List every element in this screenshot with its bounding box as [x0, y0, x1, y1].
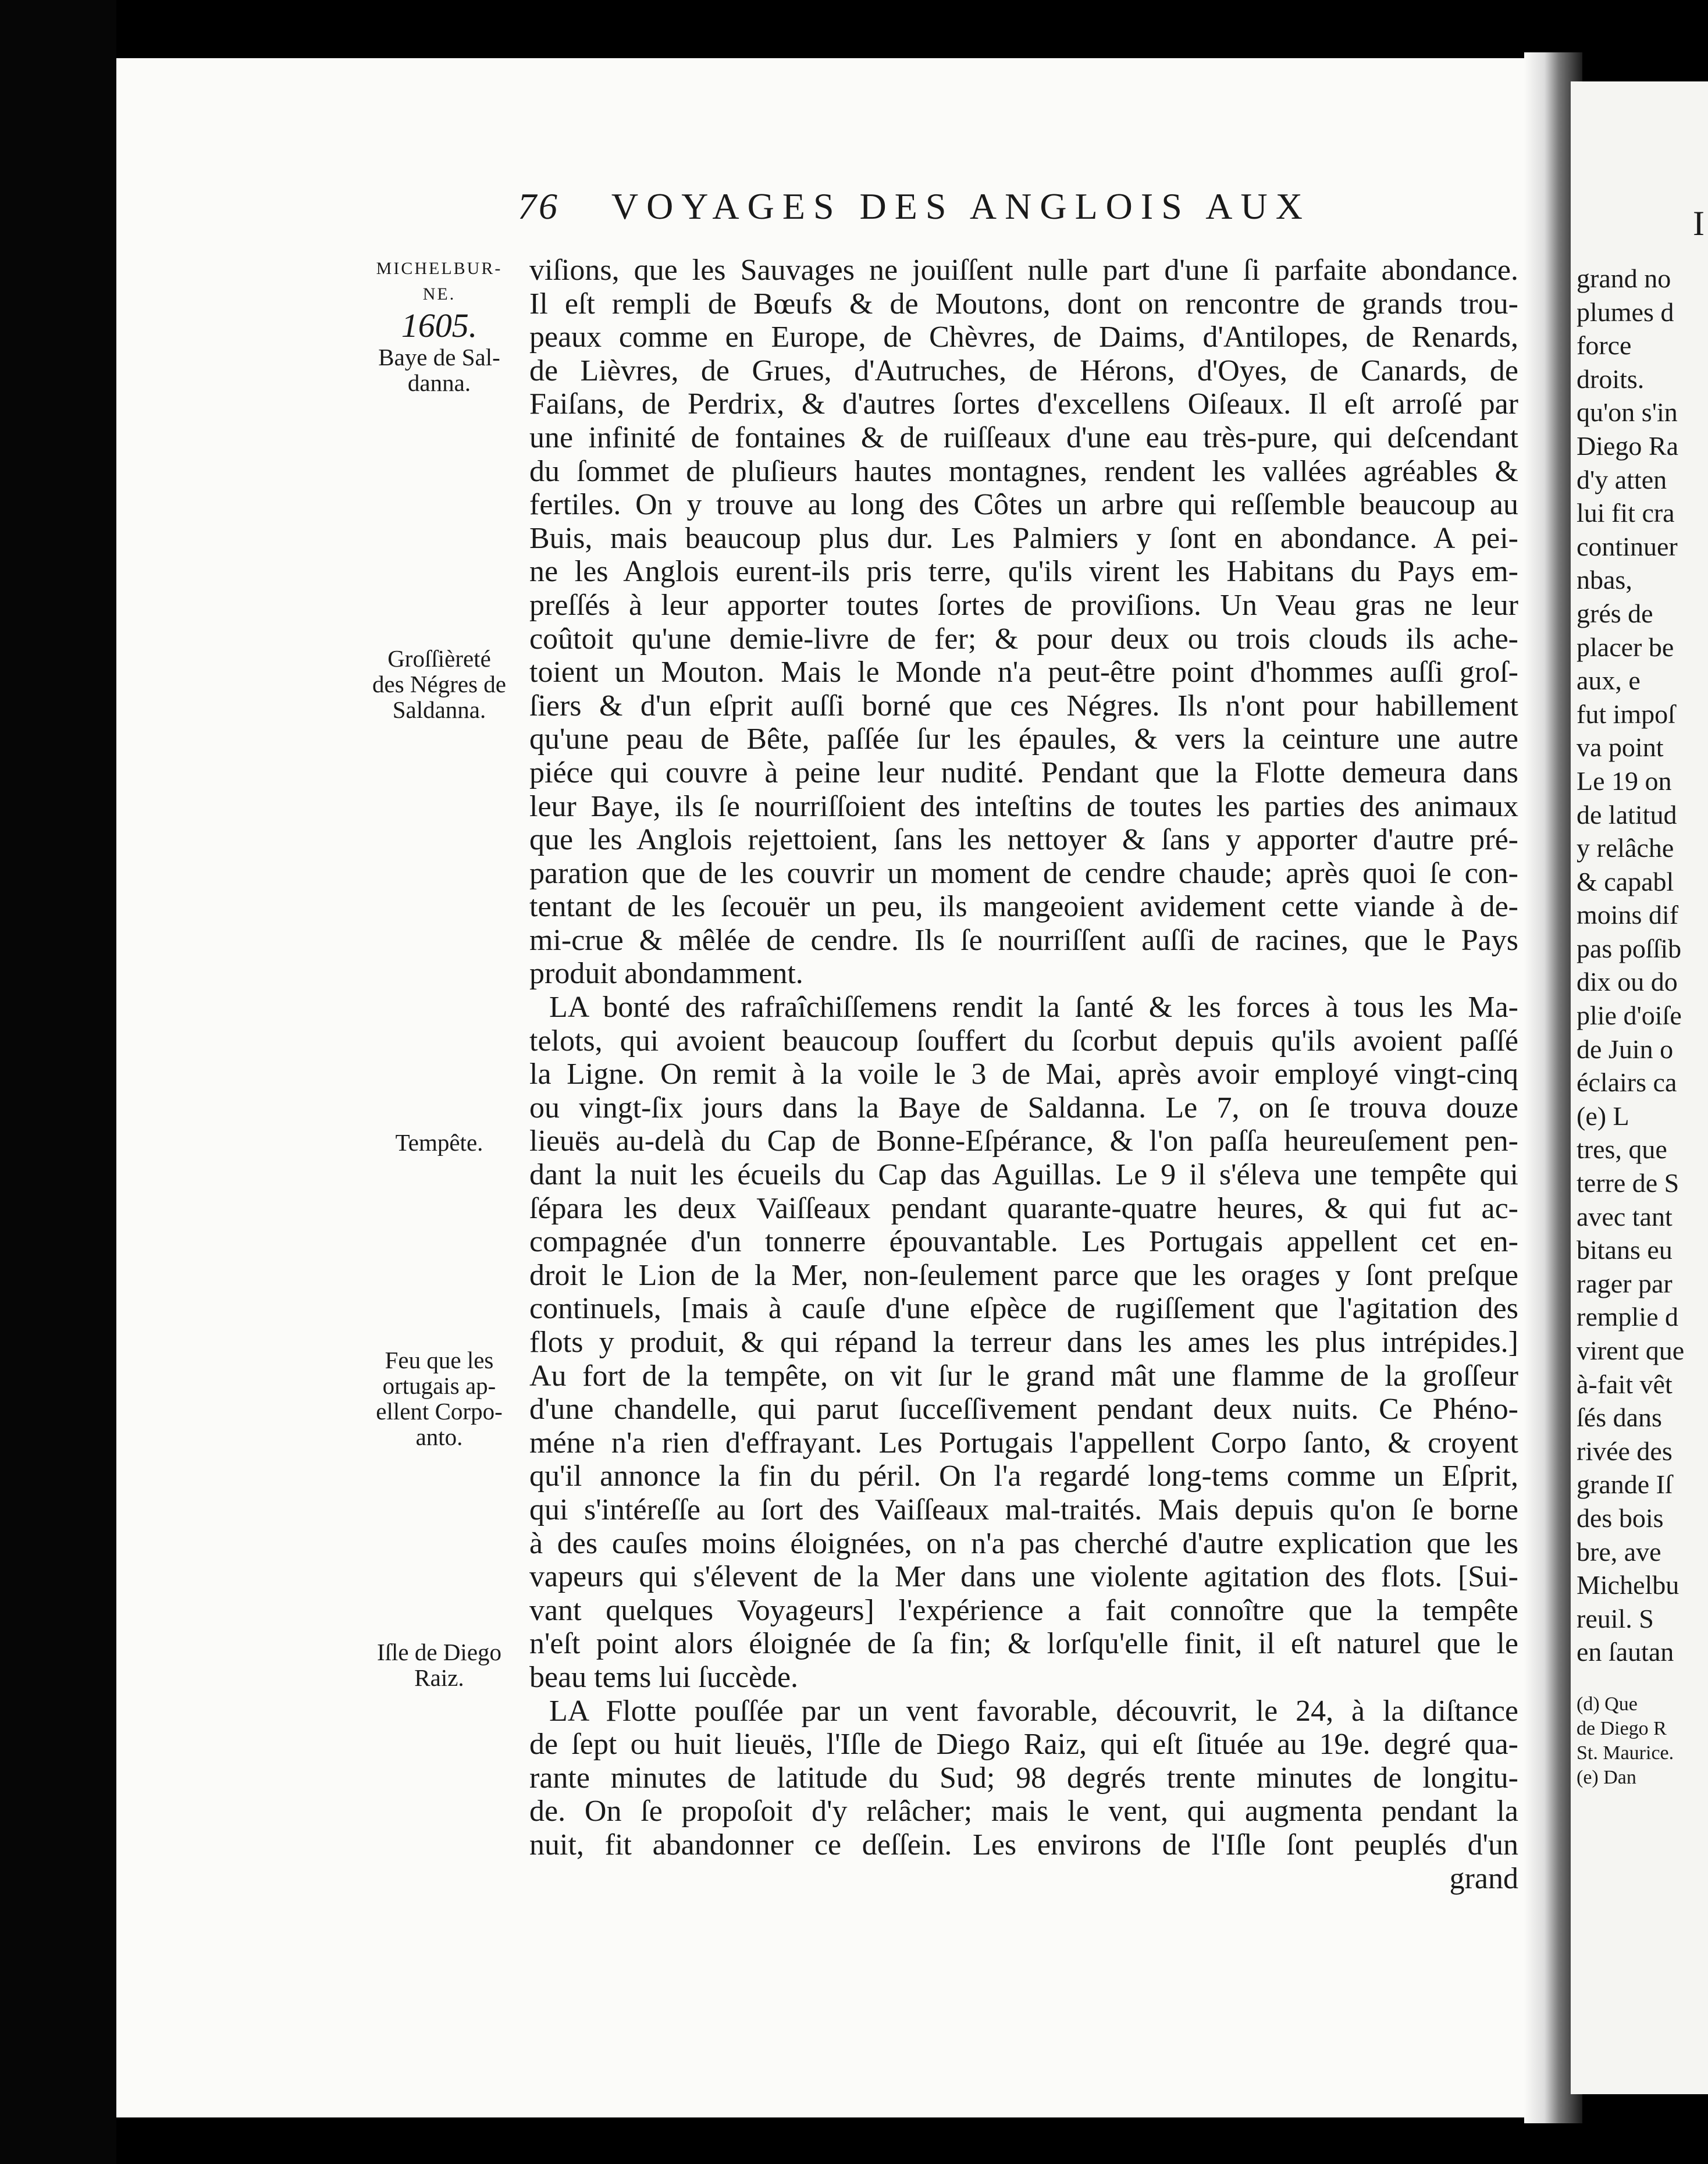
- facing-text-line: qu'on s'in: [1577, 397, 1678, 428]
- text-line: qu'il annonce la fin du péril. On l'a regardé long-tems comme un Eſprit,: [529, 1460, 1518, 1493]
- text-line: à des cauſes moins éloignées, on n'a pas cherché d'autre explication que les: [529, 1526, 1518, 1560]
- text-line: mi-crue & mêlée de cendre. Ils ſe nourriſſent auſſi de racines, que le Pays: [529, 923, 1518, 957]
- facing-page: [1571, 81, 1708, 2094]
- sidenote-line: ortugais ap-: [382, 1372, 496, 1399]
- facing-text-line: bre, ave: [1577, 1536, 1661, 1567]
- facing-text-line: Le 19 on: [1577, 766, 1672, 796]
- text-line: Au fort de la tempête, on vit ſur le grand mât une flamme de la groſſeur: [529, 1359, 1518, 1393]
- facing-text-line: force: [1577, 330, 1632, 361]
- text-line: piéce qui couvre à peine leur nudité. Pendant que la Flotte demeura dans: [529, 756, 1518, 789]
- sidenote-line: Raiz.: [414, 1664, 464, 1691]
- text-line: paration que de les couvrir un moment de cendre chaude; après quoi ſe con-: [529, 856, 1518, 890]
- text-line: du ſommet de pluſieurs hautes montagnes, rendent les vallées agréables &: [529, 454, 1518, 488]
- facing-footnote-line: St. Maurice.: [1577, 1742, 1674, 1764]
- text-line: dant la nuit les écueils du Cap das Aguillas. Le 9 il s'éleva une tempête qui: [529, 1158, 1518, 1192]
- text-line: Buis, mais beaucoup plus dur. Les Palmiers y ſont en abondance. A pei-: [529, 521, 1518, 555]
- text-line: preſſés à leur apporter toutes ſortes de proviſions. Un Veau gras ne leur: [529, 588, 1518, 622]
- facing-text-line: Michelbu: [1577, 1570, 1679, 1600]
- sidenote-line: Saldanna.: [392, 696, 486, 723]
- text-line: fertiles. On y trouve au long des Côtes un arbre qui reſſemble beaucoup au: [529, 488, 1518, 522]
- text-line: grand: [1449, 1862, 1518, 1895]
- text-line: coûtoit qu'une demie-livre de fer; & pour deux ou trois clouds ils ache-: [529, 622, 1518, 656]
- sidenote-year: 1605.: [401, 307, 478, 344]
- text-line: ſépara les deux Vaiſſeaux pendant quarante-quatre heures, & qui fut ac-: [529, 1191, 1518, 1225]
- sidenote-line: Feu que les: [385, 1347, 494, 1373]
- text-line: vapeurs qui s'élevent de la Mer dans une violente agitation des flots. [Sui-: [529, 1560, 1518, 1594]
- facing-text-line: virent que: [1577, 1336, 1685, 1365]
- facing-text-line: tres, que: [1577, 1134, 1667, 1165]
- text-line: LA Flotte pouſſée par un vent favorable, découvrit, le 24, à la diſtance: [549, 1694, 1518, 1728]
- sidenote-line: danna.: [407, 369, 471, 396]
- text-line: Il eſt rempli de Bœufs & de Moutons, dont on rencontre de grands trou-: [529, 287, 1518, 321]
- facing-text-line: dix ou do: [1577, 967, 1678, 997]
- scan-border: [0, 0, 116, 2164]
- text-line: de Lièvres, de Grues, d'Autruches, de Hérons, d'Oyes, de Canards, de: [529, 354, 1518, 387]
- facing-text-line: des bois: [1577, 1503, 1664, 1533]
- text-line: leur Baye, ils ſe nourriſſoient des inteſtins de toutes les parties des animaux: [529, 789, 1518, 823]
- sidenote-corpo-santo: [343, 1347, 535, 1450]
- facing-text-line: droits.: [1577, 364, 1645, 394]
- sidenote-grossierete: [343, 646, 535, 722]
- text-line: continuels, [mais à cauſe d'une eſpèce de rugiſſement que l'agitation des: [529, 1292, 1518, 1326]
- text-line: viſions, que les Sauvages ne jouiſſent nulle part d'une ſi parfaite abondance.: [529, 254, 1518, 287]
- sidenote-line: Groſſièreté: [387, 645, 491, 672]
- facing-text-line: terre de S: [1577, 1168, 1679, 1198]
- text-line: LA bonté des rafraîchiſſemens rendit la ſanté & les forces à tous les Ma-: [549, 991, 1518, 1024]
- facing-text-line: nbas,: [1577, 565, 1632, 595]
- facing-text-line: Diego Ra: [1577, 430, 1679, 461]
- facing-text-line: reuil. S: [1577, 1603, 1654, 1633]
- text-line: flots y produit, & qui répand la terreur dans les ames les plus intrépides.]: [529, 1326, 1518, 1359]
- facing-text-line: avec tant: [1577, 1201, 1673, 1232]
- text-line: toient un Mouton. Mais le Monde n'a peut-être point d'hommes auſſi groſ-: [529, 656, 1518, 689]
- text-line: nuit, fit abandonner ce deſſein. Les environs de l'Iſle ſont peuplés d'un: [529, 1828, 1518, 1862]
- facing-text-line: & capabl: [1577, 866, 1674, 896]
- text-line: que les Anglois rejettoient, ſans les nettoyer & ſans y apporter d'autre pré-: [529, 823, 1518, 857]
- sidenote-tempete: [343, 1130, 535, 1155]
- body-text: [529, 254, 1518, 1895]
- running-title: VOYAGES DES ANGLOIS AUX: [611, 186, 1311, 227]
- text-line: Faiſans, de Perdrix, & d'autres ſortes d'excellens Oiſeaux. Il eſt arroſé par: [529, 387, 1518, 421]
- text-line: beau tems lui ſuccède.: [529, 1660, 799, 1694]
- text-line: d'une chandelle, qui parut ſucceſſivement pendant deux nuits. Ce Phéno-: [529, 1393, 1518, 1426]
- text-line: une infinité de fontaines & de ruiſſeaux d'une eau très-pure, qui deſcendant: [529, 421, 1518, 454]
- text-line: produit abondamment.: [529, 957, 803, 991]
- facing-text-line: ſés dans: [1577, 1403, 1662, 1433]
- facing-text-line: placer be: [1577, 632, 1674, 662]
- facing-text-line: éclairs ca: [1577, 1067, 1677, 1098]
- facing-text-line: continuer: [1577, 531, 1678, 561]
- facing-text-line: grande Iſ: [1577, 1469, 1673, 1500]
- facing-text-line: d'y atten: [1577, 464, 1667, 494]
- running-header: [518, 185, 1425, 237]
- text-line: ne les Anglois eurent-ils pris terre, qu'ils virent les Habitans du Pays em-: [529, 555, 1518, 589]
- text-line: droit le Lion de la Mer, non-ſeulement parce que les orages y ſont preſque: [529, 1258, 1518, 1292]
- sidenote-line: NE.: [422, 284, 456, 304]
- text-line: ou vingt-ſix jours dans la Baye de Saldanna. Le 7, on ſe trouva douze: [529, 1091, 1518, 1124]
- facing-footnote-line: (e) Dan: [1577, 1766, 1636, 1788]
- facing-text-line: plie d'oiſe: [1577, 1001, 1682, 1031]
- facing-text-line: pas poſſib: [1577, 933, 1682, 963]
- text-line: telots, qui avoient beaucoup ſouffert du ſcorbut depuis qu'ils avoient paſſé: [529, 1024, 1518, 1058]
- facing-text-line: de Juin o: [1577, 1034, 1674, 1064]
- sidenote-line: Tempête.: [395, 1129, 483, 1156]
- facing-page-lines: [1577, 262, 1708, 1790]
- facing-text-line: (e) L: [1577, 1101, 1629, 1131]
- facing-text-line: remplie d: [1577, 1302, 1678, 1332]
- sidenote-line: Iſle de Diego: [376, 1639, 502, 1665]
- facing-text-line: y relâche: [1577, 833, 1674, 863]
- sidenote-line: ellent Corpo-: [376, 1398, 503, 1425]
- facing-text-line: grand no: [1577, 264, 1671, 293]
- text-line: compagnée d'un tonnerre épouvantable. Les Portugais appellent cet en-: [529, 1225, 1518, 1259]
- facing-text-line: grés de: [1577, 598, 1653, 628]
- page-number: 76: [518, 186, 560, 227]
- facing-text-line: rivée des: [1577, 1436, 1673, 1466]
- sidenote-line: anto.: [415, 1423, 463, 1450]
- facing-text-line: bitans eu: [1577, 1235, 1673, 1265]
- facing-footnote-line: de Diego R: [1577, 1717, 1667, 1739]
- footnote-gap: [1577, 1669, 1708, 1692]
- text-line: peaux comme en Europe, de Chèvres, de Daims, d'Antilopes, de Renards,: [529, 321, 1518, 354]
- facing-text-line: plumes d: [1577, 297, 1674, 327]
- text-line: rante minutes de latitude du Sud; 98 degrés trente minutes de longitu-: [529, 1761, 1518, 1795]
- text-line: de ſept ou huit lieuës, l'Iſle de Diego Raiz, qui eſt ſituée au 19e. degré qua-: [529, 1728, 1518, 1761]
- facing-text-line: aux, e: [1577, 665, 1641, 696]
- text-line: n'eſt point alors éloignée de ſa fin; & lorſqu'elle finit, il eſt naturel que le: [529, 1627, 1518, 1661]
- sidenote-diego-raiz: [343, 1639, 535, 1690]
- facing-text-line: rager par: [1577, 1268, 1673, 1298]
- sidenote-line: MICHELBUR-: [376, 259, 503, 278]
- text-line: lieuës au-delà du Cap de Bonne-Eſpérance, & l'on paſſa heureuſement pen-: [529, 1124, 1518, 1158]
- facing-text-line: lui fit cra: [1577, 498, 1675, 528]
- facing-text-line: à-fait vêt: [1577, 1369, 1673, 1399]
- facing-text-line: moins dif: [1577, 900, 1679, 930]
- facing-text-line: en ſautan: [1577, 1637, 1674, 1667]
- text-line: ſiers & d'un eſprit auſſi borné que ces Négres. Ils n'ont pour habillement: [529, 689, 1518, 722]
- sidenote-michelburne: [343, 256, 535, 396]
- text-line: qu'une peau de Bête, paſſée ſur les épaules, & vers la ceinture une autre: [529, 722, 1518, 756]
- facing-text-line: de latitud: [1577, 799, 1677, 830]
- text-line: qui s'intéreſſe au ſort des Vaiſſeaux mal-traités. Mais depuis qu'on ſe borne: [529, 1493, 1518, 1526]
- text-line: méne n'a rien d'effrayant. Les Portugais l'appellent Corpo ſanto, & croyent: [529, 1426, 1518, 1460]
- facing-text-line: va point: [1577, 732, 1664, 763]
- text-line: la Ligne. On remit à la voile le 3 de Mai, après avoir employé vingt-cinq: [529, 1058, 1518, 1091]
- facing-text-line: fut impoſ: [1577, 699, 1675, 729]
- text-line: de. On ſe propoſoit d'y relâcher; mais le vent, qui augmenta pendant la: [529, 1795, 1518, 1828]
- text-line: tentant de les ſecouër un peu, ils mangeoient avidement cette viande à de-: [529, 890, 1518, 924]
- text-line: vant quelques Voyageurs] l'expérience a fait connoître que la tempête: [529, 1593, 1518, 1627]
- facing-footnote-line: (d) Que: [1577, 1693, 1638, 1715]
- sidenote-line: des Négres de: [372, 671, 506, 697]
- facing-page-header: I: [1693, 204, 1705, 243]
- sidenote-line: Baye de Sal-: [378, 344, 500, 371]
